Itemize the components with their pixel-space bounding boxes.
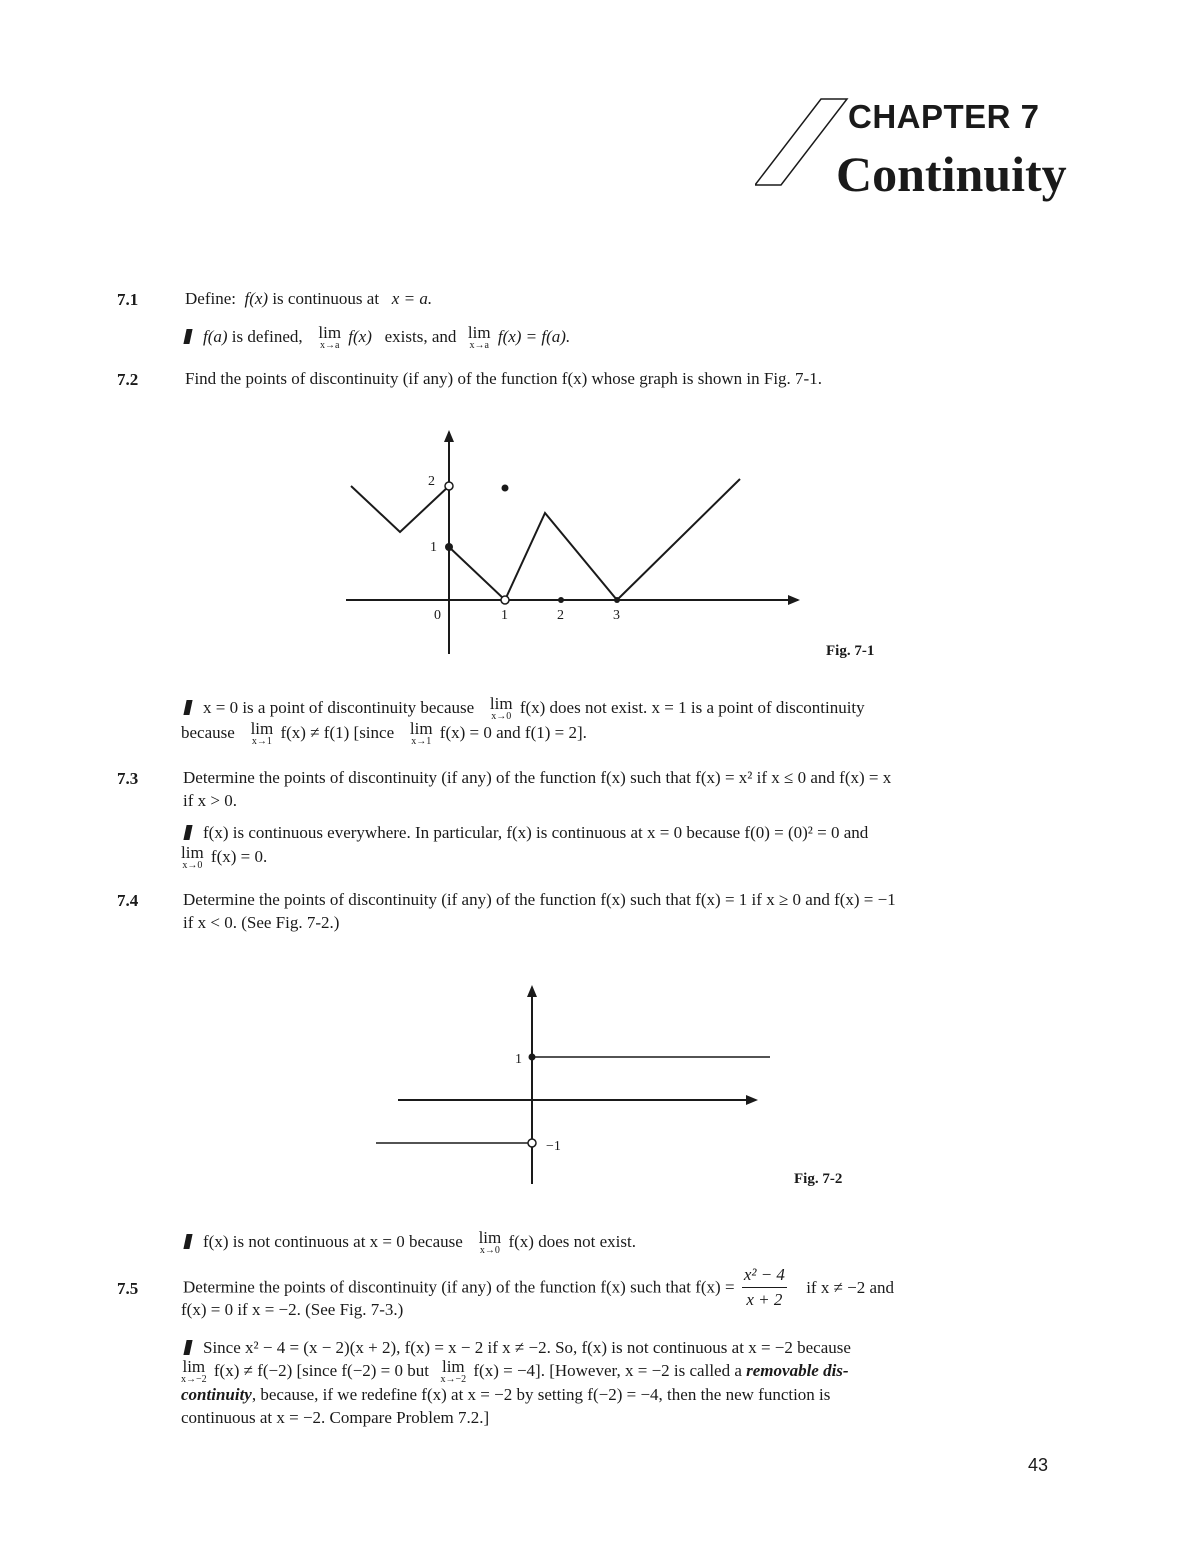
math: f(a): [203, 327, 228, 346]
lim: lim: [467, 323, 491, 342]
limit-operator: [181, 844, 204, 871]
figure-7-1: [330, 420, 820, 660]
text: Since x² − 4 = (x − 2)(x + 2), f(x) = x − 2 if x ≠ −2. So, f(x) is not continuous at x = −2 because: [203, 1338, 851, 1357]
problem-number: 7.5: [117, 1279, 139, 1298]
problem-7-2-solution-line2: [181, 720, 587, 747]
graph-left-branch: [351, 486, 449, 532]
limit-operator: [441, 1358, 467, 1385]
denominator: x + 2: [746, 1290, 783, 1309]
problem-7-5-solution-line4: continuous at x = −2. Compare Problem 7.2.]: [181, 1408, 490, 1427]
text: f(x) ≠ f(1) [since: [280, 723, 395, 742]
x-tick-label-2: 2: [557, 608, 564, 623]
problem-7-2-solution-line1: [185, 695, 865, 722]
y-axis-arrow: [444, 430, 454, 442]
lim-subscript: x→0: [479, 1245, 500, 1256]
lim-subscript: x→−2: [440, 1374, 467, 1385]
figure-caption: Fig. 7-1: [826, 643, 875, 659]
text: exists, and: [384, 327, 457, 346]
problem-7-4-solution: [185, 1229, 636, 1256]
math: x = a.: [391, 289, 433, 308]
lim-subscript: x→0: [182, 860, 203, 871]
closed-point-0-1: [445, 543, 453, 551]
limit-operator: [410, 720, 433, 747]
page-number: 43: [1028, 1455, 1049, 1475]
fraction: [742, 1263, 787, 1312]
lim-subscript: x→a: [469, 340, 489, 351]
problem-7-3-solution-line2: [178, 844, 267, 871]
problem-number: 7.3: [117, 769, 139, 788]
problem-7-1-solution: [185, 324, 570, 351]
problem-7-4-question-line2: if x < 0. (See Fig. 7-2.): [183, 913, 340, 932]
problem-7-4-question-line1: Determine the points of discontinuity (if any) of the function f(x) such that f(x) = 1 if x ≥ 0 and f(x) = −1: [183, 890, 896, 909]
math: f(x): [348, 327, 372, 346]
graph-right-branch: [449, 479, 740, 600]
x-tick-label-1: 1: [501, 608, 508, 623]
chapter-label: CHAPTER 7: [848, 98, 1040, 135]
lim-subscript: x→1: [251, 736, 272, 747]
text: f(x) ≠ f(−2) [since f(−2) = 0 but: [213, 1361, 429, 1380]
problem-7-5-solution-line1: [185, 1336, 851, 1360]
y-label-neg1: −1: [546, 1139, 561, 1154]
limit-operator: [318, 324, 341, 351]
open-point-0-neg1: [528, 1139, 536, 1147]
open-point-1-0: [501, 596, 509, 604]
limit-operator: [181, 1358, 207, 1385]
problem-7-3-solution-line1: [185, 821, 868, 845]
emphasis: removable dis-: [746, 1361, 849, 1380]
lim: lim: [478, 1228, 502, 1247]
y-axis-arrow: [527, 985, 537, 997]
lim: lim: [489, 694, 513, 713]
x-axis-arrow: [746, 1095, 758, 1105]
problem-number: 7.1: [117, 290, 139, 309]
problem-number: 7.2: [117, 370, 139, 389]
text: if x ≠ −2 and: [806, 1277, 895, 1297]
y-tick-label-2: 2: [428, 474, 435, 489]
y-label-1: 1: [515, 1052, 522, 1067]
limit-operator: [490, 695, 513, 722]
problem-number: 7.4: [117, 891, 139, 910]
limit-operator: [479, 1229, 502, 1256]
problem-7-5-question-line2: f(x) = 0 if x = −2. (See Fig. 7-3.): [181, 1300, 404, 1319]
solution-marker: [183, 329, 192, 344]
define-label: Define:: [185, 289, 236, 308]
text: because: [181, 723, 235, 742]
text: Determine the points of discontinuity (if any) of the function f(x) such that f(x) =: [183, 1277, 735, 1297]
limit-operator: [468, 324, 491, 351]
lim-subscript: x→1: [411, 736, 432, 747]
math: f(x) = f(a).: [497, 327, 571, 346]
lim: lim: [318, 323, 342, 342]
closed-point-3-0: [614, 597, 620, 603]
math: f(x): [244, 289, 269, 308]
problem-7-1-question: [185, 287, 432, 311]
problem-7-5-solution-line3: [181, 1383, 830, 1407]
lim-subscript: x→−2: [181, 1374, 207, 1385]
problem-7-3-question-line2: if x > 0.: [183, 791, 237, 810]
text: x = 0 is a point of discontinuity because: [203, 698, 475, 717]
emphasis: continuity: [181, 1385, 252, 1404]
solution-marker: [183, 1340, 192, 1355]
x-tick-label-0: 0: [434, 608, 441, 623]
closed-point-1-2: [502, 485, 509, 492]
lim: lim: [441, 1357, 465, 1376]
problem-7-5-solution-line2: [178, 1358, 849, 1385]
open-point-0-2: [445, 482, 453, 490]
text: f(x) does not exist.: [508, 1232, 636, 1251]
text: is defined,: [231, 327, 303, 346]
text: is continuous at: [272, 289, 380, 308]
closed-point-0-1: [529, 1054, 536, 1061]
lim-subscript: x→a: [319, 340, 340, 351]
numerator: x² − 4: [742, 1263, 787, 1288]
text: f(x) is continuous everywhere. In particular, f(x) is continuous at x = 0 because f(0) = (0)² = 0 and: [203, 823, 869, 842]
text: f(x) = 0.: [210, 847, 268, 866]
text: f(x) = 0 and f(1) = 2].: [439, 723, 587, 742]
lim: lim: [181, 843, 204, 862]
lim: lim: [250, 719, 274, 738]
problem-7-2-question: Find the points of discontinuity (if any) of the function f(x) whose graph is shown in Fig. 7-1.: [185, 369, 822, 388]
lim: lim: [409, 719, 433, 738]
text: f(x) is not continuous at x = 0 because: [203, 1232, 463, 1251]
text: , because, if we redefine f(x) at x = −2 by setting f(−2) = −4, then the new function is: [251, 1385, 831, 1404]
lim: lim: [182, 1357, 206, 1376]
y-tick-label-1: 1: [430, 540, 437, 555]
solution-marker: [183, 1234, 192, 1249]
closed-point-2-0: [558, 597, 564, 603]
figure-caption: Fig. 7-2: [794, 1171, 843, 1187]
chapter-title: Continuity: [836, 146, 1067, 202]
limit-operator: [251, 720, 274, 747]
solution-marker: [183, 825, 192, 840]
x-tick-label-3: 3: [613, 608, 620, 623]
problem-7-3-question-line1: Determine the points of discontinuity (if any) of the function f(x) such that f(x) = x² if x ≤ 0 and f(x) = x: [183, 768, 892, 787]
figure-7-2: [370, 978, 780, 1188]
x-axis-arrow: [788, 595, 800, 605]
text: f(x) does not exist. x = 1 is a point of discontinuity: [519, 698, 865, 717]
solution-marker: [183, 700, 192, 715]
text: f(x) = −4]. [However, x = −2 is called a: [473, 1361, 742, 1380]
lim-subscript: x→0: [491, 711, 512, 722]
